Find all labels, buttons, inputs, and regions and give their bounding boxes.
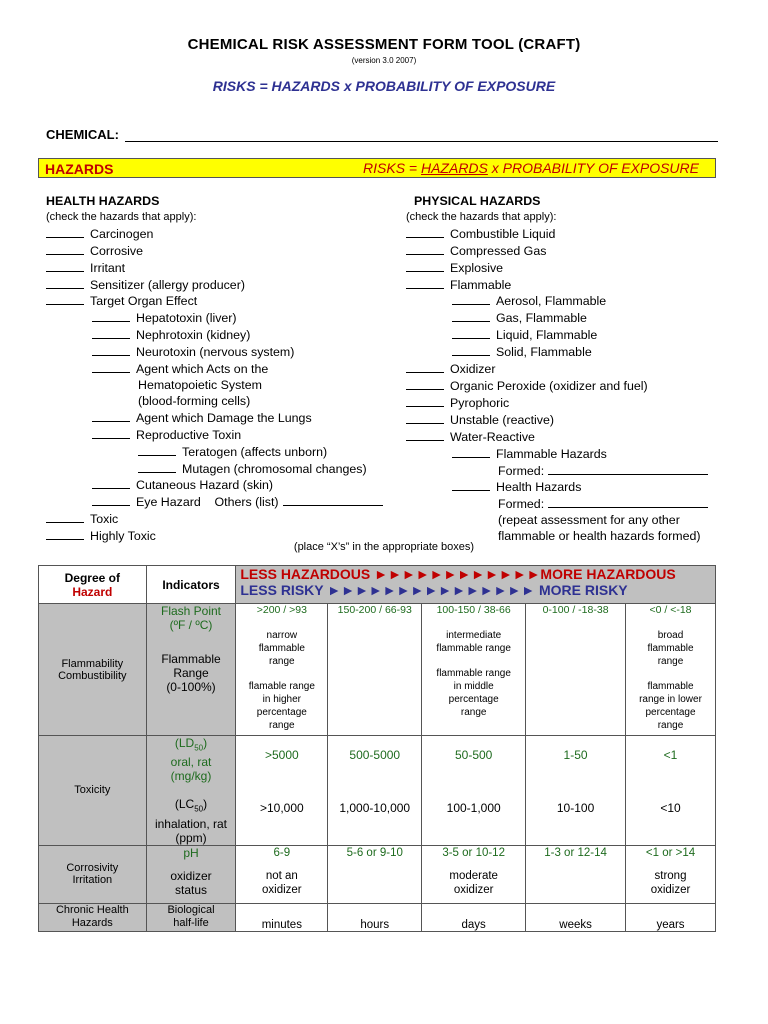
corrosivity-cell[interactable]: <1 or >14 strong oxidizer (626, 845, 716, 903)
health-hazards-subtitle: (check the hazards that apply): (46, 210, 197, 223)
chemical-input-line[interactable] (125, 129, 718, 142)
health-hazards-title: HEALTH HAZARDS (46, 194, 160, 208)
checklist-item-continued: Hematopoietic System (138, 377, 262, 392)
repeat-note: (repeat assessment for any other (498, 513, 680, 528)
toxicity-indicators: $(LD_{50})$ oral, rat (mg/kg) $(LC_{50})$ inhalation, rat (ppm) (146, 736, 236, 846)
toxicity-cell[interactable]: <1 <10 (626, 736, 716, 846)
chronic-cell[interactable]: hours (328, 903, 422, 931)
corrosivity-cell[interactable]: 5-6 or 9-10 (328, 845, 422, 903)
flammability-cell[interactable]: 100-150 / 38-66 intermediate flammable range flammable range in middle percentage range (422, 604, 526, 736)
checklist-item[interactable]: Unstable (reactive) (406, 412, 736, 429)
checklist-item[interactable]: Hepatotoxin (liver) (46, 310, 386, 327)
checklist-item[interactable]: Liquid, Flammable (406, 327, 736, 344)
checklist-item[interactable]: Agent which Damage the Lungs (46, 410, 386, 427)
checklist-item[interactable]: Mutagen (chromosomal changes) (46, 461, 386, 478)
flammability-indicators: Flash Point (ºF / ºC) Flammable Range (0-100%) (146, 604, 236, 736)
formed-field[interactable]: Formed: (406, 496, 736, 513)
checklist-item[interactable]: Toxic (46, 511, 386, 528)
chronic-cell[interactable]: weeks (526, 903, 626, 931)
hazards-band-formula: RISKS = HAZARDS x PROBABILITY OF EXPOSURE (363, 160, 699, 176)
toxicity-cell[interactable]: 1-50 10-100 (526, 736, 626, 846)
corrosivity-indicators: pH oxidizer status (146, 845, 236, 903)
physical-hazards-column (406, 194, 736, 545)
chronic-cell[interactable]: minutes (236, 903, 328, 931)
row-flammability: Flammability Combustibility (39, 604, 147, 736)
formed-field[interactable]: Formed: (406, 463, 736, 480)
toxicity-cell[interactable]: 50-500 100-1,000 (422, 736, 526, 846)
form-version: (version 3.0 2007) (351, 56, 417, 65)
checklist-item-continued: (blood-forming cells) (138, 393, 251, 408)
row-toxicity: Toxicity (39, 736, 147, 846)
toxicity-cell[interactable]: 500-5000 1,000-10,000 (328, 736, 422, 846)
indicators-header: Indicators (146, 566, 236, 604)
flammability-cell[interactable]: 150-200 / 66-93 (328, 604, 422, 736)
hazard-degree-table (38, 565, 716, 932)
less-hazardous-banner: LESS HAZARDOUS ►►►►►►►►►►►►MORE HAZARDOUS (240, 566, 676, 582)
checklist-item[interactable]: Carcinogen (46, 226, 386, 243)
chronic-cell[interactable]: days (422, 903, 526, 931)
checklist-item[interactable]: Reproductive Toxin (46, 427, 386, 444)
checklist-item[interactable]: Agent which Acts on the (46, 361, 386, 378)
toxicity-cell[interactable]: >5000 >10,000 (236, 736, 328, 846)
flammability-cell[interactable]: >200 / >93 narrow flammable range flamable range in higher percentage range (236, 604, 328, 736)
checklist-item[interactable]: Flammable Hazards (406, 446, 736, 463)
checklist-item[interactable]: Flammable (406, 277, 736, 294)
checklist-item[interactable]: Cutaneous Hazard (skin) (46, 477, 386, 494)
hazards-band (38, 158, 716, 178)
checklist-item[interactable]: Combustible Liquid (406, 226, 736, 243)
checklist-item[interactable]: Neurotoxin (nervous system) (46, 344, 386, 361)
chronic-indicators: Biological half-life (146, 903, 236, 931)
checklist-item[interactable]: Eye Hazard Others (list) (46, 494, 386, 511)
checklist-item[interactable]: Compressed Gas (406, 243, 736, 260)
corrosivity-cell[interactable]: 1-3 or 12-14 (526, 845, 626, 903)
checklist-item[interactable]: Water-Reactive (406, 429, 736, 446)
checklist-item[interactable]: Nephrotoxin (kidney) (46, 327, 386, 344)
physical-hazards-title: PHYSICAL HAZARDS (414, 194, 541, 208)
checklist-item[interactable]: Pyrophoric (406, 395, 736, 412)
less-risky-banner: LESS RISKY ►►►►►►►►►►►►►►► MORE RISKY (240, 582, 628, 598)
instruction-text: (place “X’s” in the appropriate boxes) (293, 541, 475, 553)
checklist-item[interactable]: Gas, Flammable (406, 310, 736, 327)
form-title: CHEMICAL RISK ASSESSMENT FORM TOOL (CRAFT) (187, 36, 581, 53)
health-hazards-column (46, 194, 386, 545)
degree-header: Degree of Hazard (39, 566, 147, 604)
checklist-item[interactable]: Target Organ Effect (46, 293, 386, 310)
direction-banner (236, 566, 716, 604)
checklist-item[interactable]: Solid, Flammable (406, 344, 736, 361)
risk-formula: RISKS = HAZARDS x PROBABILITY OF EXPOSURE (212, 78, 556, 94)
chronic-cell[interactable]: years (626, 903, 716, 931)
checklist-item[interactable]: Oxidizer (406, 361, 736, 378)
hazards-band-label: HAZARDS (45, 161, 114, 177)
chemical-field (46, 127, 718, 142)
row-corrosivity: Corrosivity Irritation (39, 845, 147, 903)
checklist-item[interactable]: Teratogen (affects unborn) (46, 444, 386, 461)
checklist-item[interactable]: Highly Toxic (46, 528, 386, 545)
checklist-item[interactable]: Explosive (406, 260, 736, 277)
physical-hazards-subtitle: (check the hazards that apply): (406, 210, 557, 223)
corrosivity-cell[interactable]: 3-5 or 10-12 moderate oxidizer (422, 845, 526, 903)
checklist-item[interactable]: Aerosol, Flammable (406, 293, 736, 310)
checklist-item[interactable]: Organic Peroxide (oxidizer and fuel) (406, 378, 736, 395)
checklist-item[interactable]: Corrosive (46, 243, 386, 260)
chemical-label: CHEMICAL: (46, 127, 119, 142)
repeat-note: flammable or health hazards formed) (498, 529, 701, 544)
flammability-cell[interactable]: <0 / <-18 broad flammable range flammable range in lower percentage range (626, 604, 716, 736)
corrosivity-cell[interactable]: 6-9 not an oxidizer (236, 845, 328, 903)
flammability-cell[interactable]: 0-100 / -18-38 (526, 604, 626, 736)
checklist-item[interactable]: Irritant (46, 260, 386, 277)
checklist-item[interactable]: Health Hazards (406, 479, 736, 496)
checklist-item[interactable]: Sensitizer (allergy producer) (46, 277, 386, 294)
row-chronic: Chronic Health Hazards (39, 903, 147, 931)
